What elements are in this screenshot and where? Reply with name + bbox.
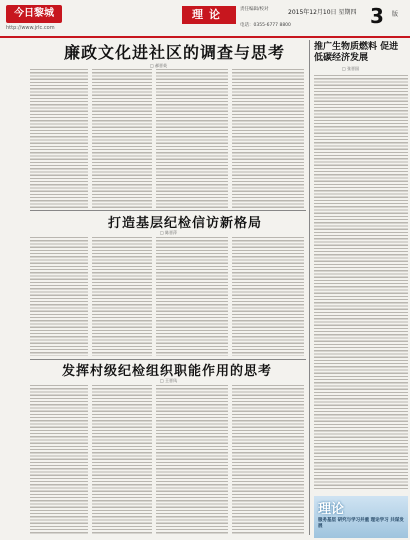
newspaper-url: http://www.jrlc.com [6, 25, 55, 31]
page-label: 版 [392, 11, 399, 18]
section-title: 理论 [182, 6, 236, 24]
article-3-col-4 [232, 384, 304, 534]
article-3-headline: 发挥村级纪检组织职能作用的思考 [62, 364, 273, 379]
divider [30, 210, 306, 211]
promo-ad-title: 理论 [318, 502, 345, 517]
article-1-headline: 廉政文化进社区的调查与思考 [64, 43, 286, 62]
article-3-col-2 [92, 384, 152, 534]
article-2-col-2 [92, 236, 152, 356]
article-1-col-2 [92, 68, 152, 208]
sidebar-headline: 推广生物质燃料 促进低碳经济发展 [314, 42, 399, 63]
article-3-col-3 [156, 384, 228, 534]
sidebar-byline: □ 张晋国 [342, 66, 360, 71]
editor-credit: 责任编辑/校对 [240, 7, 269, 12]
issue-date: 2015年12月10日 星期四 [288, 9, 357, 16]
promo-ad-subtitle: 服务基层 研究与学习并重 理论学习 共谋发展 [318, 518, 404, 529]
article-1-col-3 [156, 68, 228, 208]
article-2-headline: 打造基层纪检信访新格局 [108, 216, 263, 231]
article-1-col-4 [232, 68, 304, 208]
newspaper-logo: 今日黎城 [6, 5, 62, 23]
article-1-byline: □ 郝晋英 [150, 63, 168, 68]
article-2-byline: □ 陈晋萍 [160, 230, 178, 235]
article-1-col-1 [30, 68, 88, 208]
sidebar-body [314, 74, 408, 490]
contact-phone: 电话：0355-6777 8800 [240, 23, 291, 28]
article-2-col-3 [156, 236, 228, 356]
article-2-col-4 [232, 236, 304, 356]
column-divider [309, 40, 310, 535]
page-number: 3 [370, 4, 384, 28]
promo-ad [314, 496, 408, 538]
masthead [0, 0, 410, 38]
article-2-col-1 [30, 236, 88, 356]
article-3-byline: □ 王晋凤 [160, 378, 178, 383]
article-3-col-1 [30, 384, 88, 534]
